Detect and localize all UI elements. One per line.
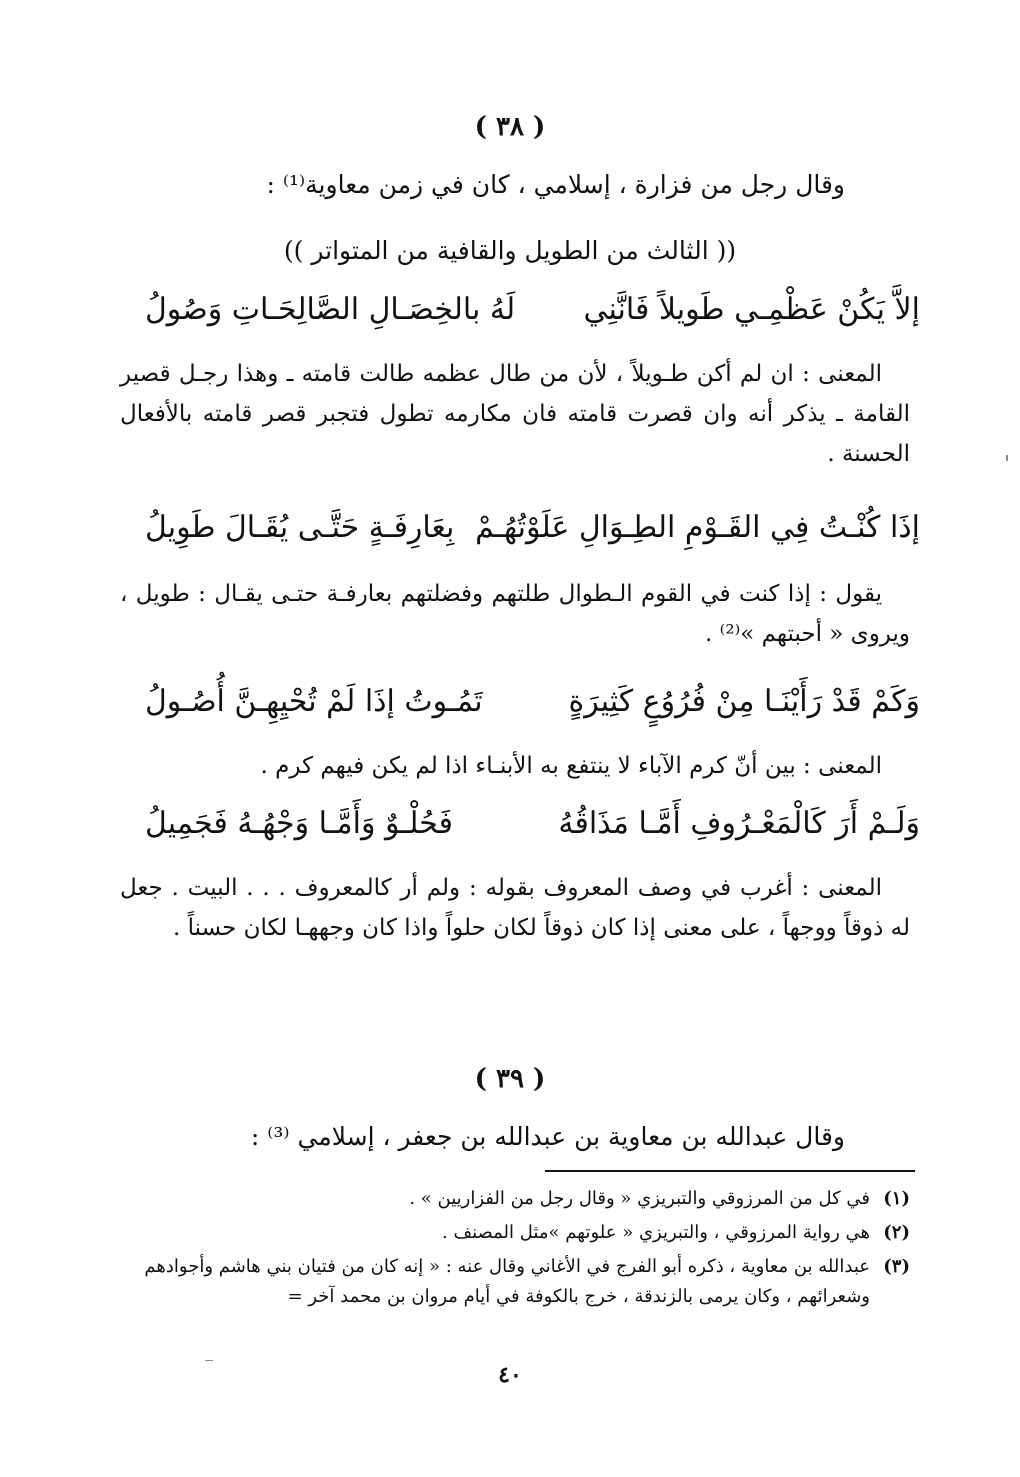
verse-3 xyxy=(145,684,920,732)
footnote-mark: (٣) xyxy=(883,1256,910,1277)
footnote-text: في كل من المرزوقي والتبريزي « وقال رجل من الفزاريين » . xyxy=(409,1188,870,1209)
footnote-text: عبدالله بن معاوية ، ذكره أبو الفرج في الأغاني وقال عنه : « إنه كان من فتيان بني هاشم وأجوادهم وشعرائهم ، وكان يرمى بالزندقة ، خرج بالكوفة في أيام مروان بن محمد آخر = xyxy=(144,1256,870,1307)
scan-speck xyxy=(1006,455,1008,461)
commentary-text: يقول : إذا كنت في القوم الـطوال طلتهم وفضلتهم بعارفـة حتـى يقـال : طويل ، ويروى « أحبتهم »⁽²⁾ . xyxy=(120,581,910,647)
poem-39-intro: وقال عبدالله بن معاوية بن عبدالله بن جعفر ، إسلامي ⁽³⁾ : xyxy=(250,1122,845,1151)
verse-4 xyxy=(145,806,920,854)
poem-number-38: ( ٣٨ ) xyxy=(474,112,546,142)
commentary-text: المعنى : ان لم أكن طـويلاً ، لأن من طال عظمه طالت قامته ـ وهذا رجـل قصير القامة ـ يذكر أنه وان قصرت قامته فان مكارمه تطول فتجبر قصر قامته بالأفعال الحسنة . xyxy=(120,361,910,467)
footnote-3 xyxy=(110,1252,910,1312)
verse-4-second-hemistich: فَحُلْـوٌ وَأَمَّـا وَجْهُـهُ فَجَمِيلُ xyxy=(145,806,453,841)
footnote-1 xyxy=(110,1184,910,1214)
page-number: ٤٠ xyxy=(498,1362,522,1388)
verse-1-commentary xyxy=(120,354,910,474)
poem-38-intro: وقال رجل من فزارة ، إسلامي ، كان في زمن معاوية⁽¹⁾ : xyxy=(266,170,845,199)
footnote-mark: (٢) xyxy=(883,1222,910,1243)
verse-2-second-hemistich: بِعَارِفَـةٍ حَتَّـى يُقَـالَ طَوِيلُ xyxy=(145,510,455,545)
verse-1 xyxy=(145,292,920,340)
footnote-text: هي رواية المرزوقي ، والتبريزي « علوتهم »مثل المصنف . xyxy=(442,1222,870,1243)
verse-3-first-hemistich: وَكَمْ قَدْ رَأَيْنَـا مِنْ فُرُوُعٍ كَثِيرَةٍ xyxy=(568,684,920,719)
verse-1-first-hemistich: إلاَّ يَكُنْ عَظْمِـي طَويلاً فَانَّنِي xyxy=(583,292,920,327)
verse-3-commentary xyxy=(120,746,910,786)
commentary-text: المعنى : أغرب في وصف المعروف بقوله : ولم أر كالمعروف . . . البيت . جعل له ذوقاً ووجهاً ، على معنى إذا كان ذوقاً لكان حلواً واذا كان وجههـا لكان حسناً . xyxy=(120,875,910,941)
verse-2-commentary xyxy=(120,574,910,654)
footnote-2 xyxy=(110,1218,910,1248)
footnote-mark: (١) xyxy=(883,1188,910,1209)
verse-4-commentary xyxy=(120,868,910,948)
poem-38-meter: (( الثالث من الطويل والقافية من المتواتر )) xyxy=(283,236,737,265)
verse-4-first-hemistich: وَلَـمْ أَرَ كَالْمَعْـرُوفِ أَمَّـا مَذَاقُهُ xyxy=(558,806,920,841)
footnote-separator xyxy=(545,1170,915,1172)
poem-number-39: ( ٣٩ ) xyxy=(474,1064,546,1094)
scan-speck xyxy=(205,1360,213,1361)
verse-2 xyxy=(145,510,920,558)
verse-2-first-hemistich: إذَا كُنْـتُ فِي القَـوْمِ الطِـوَالِ عَلَوْتُهُـمْ xyxy=(475,510,920,545)
verse-3-second-hemistich: تَمُـوتُ إذَا لَمْ تُحْيِهِـنَّ أُصُـولُ xyxy=(145,684,483,719)
commentary-text: المعنى : بين أنّ كرم الآباء لا ينتفع به الأبنـاء اذا لم يكن فيهم كرم . xyxy=(260,753,882,779)
footnotes xyxy=(110,1184,910,1312)
verse-1-second-hemistich: لَهُ بالخِصَـالِ الصَّالِحَـاتِ وَصُولُ xyxy=(145,292,516,327)
